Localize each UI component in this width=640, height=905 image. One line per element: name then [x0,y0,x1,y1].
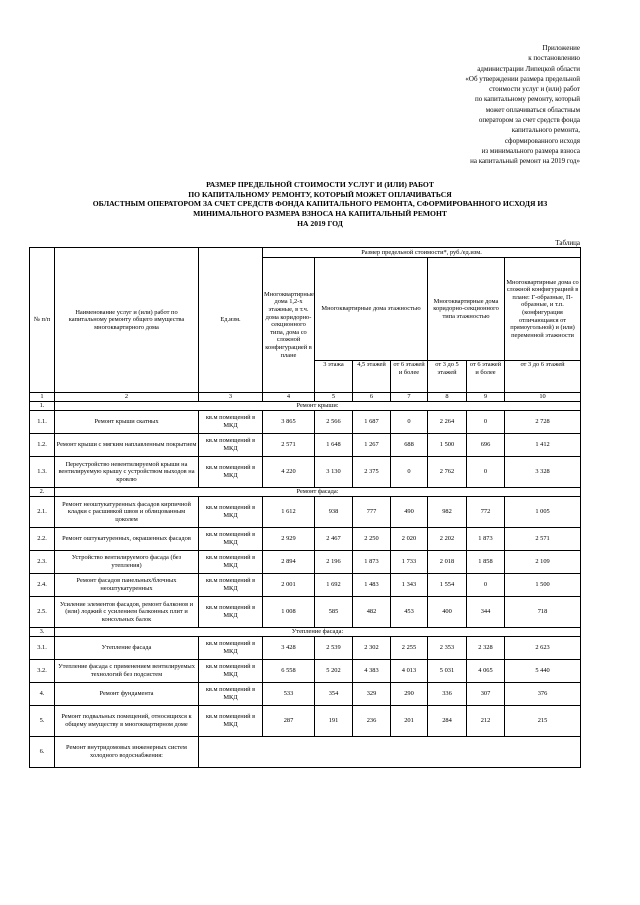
row-value: 2 894 [263,551,315,574]
table-row [30,706,581,737]
section-title: Утепление фасада: [55,628,581,637]
row-number: 5. [30,706,55,737]
row-value: 2 571 [505,528,581,551]
row-name: Ремонт фундамента [55,683,199,706]
header-sub-5: 3 этажа [315,361,353,393]
appendix-note [400,43,580,167]
row-number: 1.3. [30,457,55,488]
row-value: 1 733 [391,551,428,574]
row-value: 2 001 [263,574,315,597]
col-number: 8 [428,393,467,402]
row-value: 4 383 [353,660,391,683]
row-value: 982 [428,497,467,528]
header-sub-8: от 3 до 5 этажей [428,361,467,393]
row-value: 2 328 [467,637,505,660]
header-sub-7: от 6 этажей и более [391,361,428,393]
row-value: 236 [353,706,391,737]
row-value: 3 130 [315,457,353,488]
row-value: 1 692 [315,574,353,597]
row-value: 5 202 [315,660,353,683]
row-value: 1 554 [428,574,467,597]
section-row [30,488,581,497]
row-number: 3.2. [30,660,55,683]
section-title: Ремонт крыши: [55,402,581,411]
row-value: 0 [391,457,428,488]
row-value: 4 013 [391,660,428,683]
row-number: 2.5. [30,597,55,628]
row-unit: кв.м помещений в МКД [199,497,263,528]
row-value: 201 [391,706,428,737]
empty-cells [199,737,581,768]
appendix-line: стоимости услуг и (или) работ [489,85,580,94]
row-value: 215 [505,706,581,737]
row-value: 585 [315,597,353,628]
row-value: 191 [315,706,353,737]
row-value: 6 558 [263,660,315,683]
row-value: 3 328 [505,457,581,488]
appendix-line: к постановлению [528,54,580,63]
header-num: № п/п [30,248,55,393]
row-value: 307 [467,683,505,706]
row-number: 4. [30,683,55,706]
title-line: ОБЛАСТНЫМ ОПЕРАТОРОМ ЗА СЧЕТ СРЕДСТВ ФОНДА КАПИТАЛЬНОГО РЕМОНТА, СФОРМИРОВАННОГО ИСХОДЯ ИЗ [92,199,548,209]
row-value: 290 [391,683,428,706]
row-number: 3.1. [30,637,55,660]
row-name: Ремонт крыши скатных [55,411,199,434]
section-title: Ремонт фасада: [55,488,581,497]
row-value: 0 [467,457,505,488]
row-value: 453 [391,597,428,628]
row-unit: кв.м помещений в МКД [199,528,263,551]
row-value: 490 [391,497,428,528]
row-value: 2 571 [263,434,315,457]
row-unit: кв.м помещений в МКД [199,706,263,737]
row-value: 1 500 [428,434,467,457]
header-group-3: Многоквартирные дома коридорно-секционного типа этажностью [428,258,505,361]
title-line: ПО КАПИТАЛЬНОМУ РЕМОНТУ, КОТОРЫЙ МОЖЕТ ОПЛАЧИВАТЬСЯ [188,189,452,199]
row-unit: кв.м помещений в МКД [199,411,263,434]
row-name: Утепление фасада [55,637,199,660]
row-value: 1 483 [353,574,391,597]
col-number: 3 [199,393,263,402]
row-number: 2.4. [30,574,55,597]
row-value: 2 539 [315,637,353,660]
row-value: 336 [428,683,467,706]
row-value: 0 [467,411,505,434]
row-value: 772 [467,497,505,528]
column-numbers-row [30,393,581,402]
row-value: 1 648 [315,434,353,457]
row-value: 4 220 [263,457,315,488]
table-row [30,411,581,434]
row-value: 2 302 [353,637,391,660]
appendix-line: «Об утверждении размера предельной [465,74,580,83]
row-value: 2 018 [428,551,467,574]
row-value: 1 500 [505,574,581,597]
appendix-line: капитального ремонта, [511,126,580,135]
col-number: 5 [315,393,353,402]
row-number: 1.2. [30,434,55,457]
row-value: 329 [353,683,391,706]
col-number: 6 [353,393,391,402]
row-value: 1 008 [263,597,315,628]
row-value: 482 [353,597,391,628]
row-value: 1 858 [467,551,505,574]
row-value: 284 [428,706,467,737]
row-value: 2 255 [391,637,428,660]
row-name: Ремонт неоштукатуренных фасадов кирпичной кладки с расшивкой швов и облицованным цоколем [55,497,199,528]
section-row [30,628,581,637]
row-value: 212 [467,706,505,737]
row-name: Ремонт внутридомовых инженерных систем холодного водоснабжения: [55,737,199,768]
row-value: 2 728 [505,411,581,434]
col-number: 2 [55,393,199,402]
row-value: 2 375 [353,457,391,488]
row-number: 3. [30,628,55,637]
table-row [30,574,581,597]
row-number: 1. [30,402,55,411]
table-row [30,683,581,706]
row-number: 1.1. [30,411,55,434]
table-row [30,597,581,628]
appendix-line: может оплачиваться областным [485,105,580,114]
row-value: 1 343 [391,574,428,597]
row-value: 2 109 [505,551,581,574]
table-row [30,660,581,683]
row-value: 2 202 [428,528,467,551]
row-value: 696 [467,434,505,457]
col-number: 7 [391,393,428,402]
row-value: 0 [467,574,505,597]
row-value: 3 428 [263,637,315,660]
row-value: 938 [315,497,353,528]
header-cost: Размер предельной стоимости*, руб./ед.изм. [263,248,581,258]
row-unit: кв.м помещений в МКД [199,551,263,574]
header-name: Наименование услуг и (или) работ по капитальному ремонту общего имущества многоквартирного дома [55,248,199,393]
row-value: 1 687 [353,411,391,434]
col-number: 9 [467,393,505,402]
title-line: МИНИМАЛЬНОГО РАЗМЕРА ВЗНОСА НА КАПИТАЛЬНЫЙ РЕМОНТ [193,209,447,219]
row-value: 2 623 [505,637,581,660]
row-name: Ремонт оштукатуренных, окрашенных фасадов [55,528,199,551]
table-row [30,737,581,768]
row-unit: кв.м помещений в МКД [199,574,263,597]
row-unit: кв.м помещений в МКД [199,597,263,628]
table-label: Таблица [555,239,580,247]
row-value: 1 412 [505,434,581,457]
document-title [60,180,580,229]
row-value: 5 440 [505,660,581,683]
row-name: Устройство вентилируемого фасада (без утепления) [55,551,199,574]
col-number: 10 [505,393,581,402]
row-name: Ремонт подвальных помещений, относящихся к общему имуществу в многоквартирном доме [55,706,199,737]
appendix-line: администрации Липецкой области [477,64,580,73]
appendix-line: оператором за счет средств фонда [478,116,580,125]
table-row [30,551,581,574]
row-value: 376 [505,683,581,706]
row-value: 1 612 [263,497,315,528]
row-value: 287 [263,706,315,737]
row-value: 777 [353,497,391,528]
row-number: 6. [30,737,55,768]
row-unit: кв.м помещений в МКД [199,457,263,488]
row-value: 2 264 [428,411,467,434]
row-number: 2.3. [30,551,55,574]
row-unit: кв.м помещений в МКД [199,683,263,706]
table-row [30,434,581,457]
title-line: НА 2019 ГОД [297,218,343,228]
row-value: 1 005 [505,497,581,528]
row-value: 2 762 [428,457,467,488]
row-name: Ремонт фасадов панельных/блочных неоштукатуренных [55,574,199,597]
appendix-line: сформированного исходя [504,136,580,145]
row-value: 3 865 [263,411,315,434]
row-value: 2 020 [391,528,428,551]
section-row [30,402,581,411]
row-value: 2 467 [315,528,353,551]
row-name: Утепление фасада с применением вентилируемых технологий без подсистем [55,660,199,683]
row-name: Ремонт крыши с мягким наплавленным покрытием [55,434,199,457]
price-table [29,247,581,768]
row-number: 2. [30,488,55,497]
table-row [30,637,581,660]
row-value: 5 031 [428,660,467,683]
row-value: 354 [315,683,353,706]
appendix-line: Приложение [542,44,580,52]
row-value: 2 250 [353,528,391,551]
row-number: 2.1. [30,497,55,528]
row-unit: кв.м помещений в МКД [199,434,263,457]
row-value: 344 [467,597,505,628]
row-value: 0 [391,411,428,434]
header-sub-9: от 6 этажей и более [467,361,505,393]
appendix-line: на капитальный ремонт на 2019 год» [470,157,580,166]
header-group-4: Многоквартирные дома со сложной конфигурацией в плане: Г-образные, П-образные, и т.п. (конфигурация отличающаяся от прямоугольной) и (или) переменной этажности [505,258,581,361]
row-name: Переустройство невентилируемой крыши на вентилируемую крышу с устройством выходов на кровлю [55,457,199,488]
row-unit: кв.м помещений в МКД [199,637,263,660]
row-name: Усиление элементов фасадов, ремонт балконов и (или) лоджий с усилением балконных плит и консольных балок [55,597,199,628]
title-line: РАЗМЕР ПРЕДЕЛЬНОЙ СТОИМОСТИ УСЛУГ И (ИЛИ) РАБОТ [206,180,434,189]
row-value: 533 [263,683,315,706]
appendix-line: по капитальному ремонту, который [474,95,580,104]
header-sub-10: от 3 до 6 этажей [505,361,581,393]
header-sub-6: 4,5 этажей [353,361,391,393]
row-value: 1 873 [353,551,391,574]
row-value: 4 065 [467,660,505,683]
row-number: 2.2. [30,528,55,551]
row-value: 2 353 [428,637,467,660]
col-number: 1 [30,393,55,402]
row-value: 2 566 [315,411,353,434]
table-row [30,457,581,488]
row-value: 2 929 [263,528,315,551]
col-number: 4 [263,393,315,402]
row-value: 1 873 [467,528,505,551]
header-group-2: Многоквартирные дома этажностью [315,258,428,361]
row-value: 718 [505,597,581,628]
row-unit: кв.м помещений в МКД [199,660,263,683]
row-value: 400 [428,597,467,628]
table-row [30,497,581,528]
row-value: 1 267 [353,434,391,457]
row-value: 688 [391,434,428,457]
appendix-line: из минимального размера взноса [481,146,580,155]
header-unit: Ед.изм. [199,248,263,393]
table-row [30,528,581,551]
row-value: 2 196 [315,551,353,574]
header-group-1: Многоквартирные дома 1,2-х этажные, в т.ч. дома коридорно-секционного типа, дома со сложной конфигурацией в плане [263,258,315,393]
